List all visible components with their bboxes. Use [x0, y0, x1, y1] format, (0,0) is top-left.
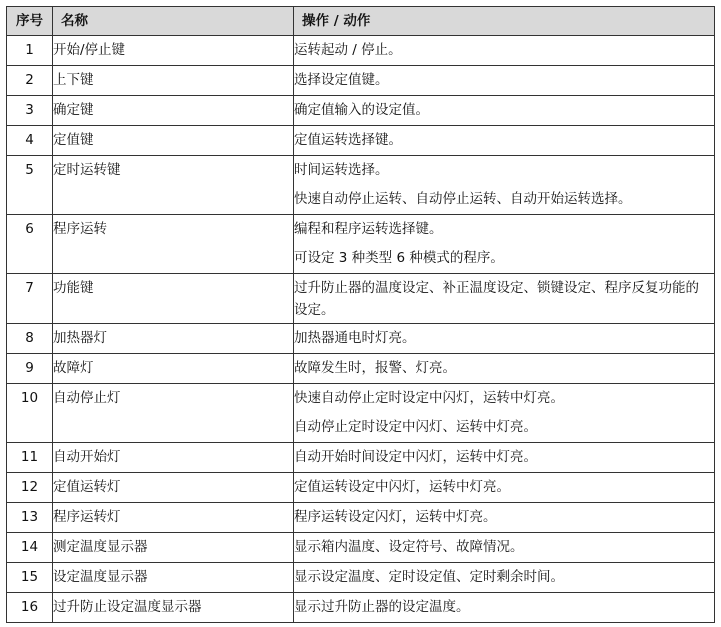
table-row [7, 533, 715, 563]
table-row [7, 593, 715, 623]
row-name: 故障灯 [53, 360, 94, 376]
row-op-line: 时间运转选择。 [294, 162, 389, 178]
row-op-line: 自动停止定时设定中闪灯、运转中灯亮。 [294, 419, 537, 435]
row-op-line: 编程和程序运转选择键。 [294, 221, 443, 237]
row-op-line: 快速自动停止定时设定中闪灯，运转中灯亮。 [294, 390, 564, 406]
row-no: 9 [25, 360, 34, 376]
row-op-line: 显示箱内温度、设定符号、故障情况。 [294, 539, 524, 555]
row-name: 设定温度显示器 [53, 569, 148, 585]
table-row [7, 354, 715, 384]
row-no: 13 [20, 509, 39, 525]
table-row [7, 324, 715, 354]
row-op-line: 选择设定值键。 [294, 72, 389, 88]
table-row [7, 126, 715, 156]
row-name: 过升防止设定温度显示器 [53, 599, 202, 615]
row-no: 8 [25, 330, 34, 346]
header-no: 序号 [7, 7, 53, 36]
row-no: 11 [20, 449, 39, 465]
row-no: 10 [20, 390, 39, 406]
row-no: 7 [25, 280, 34, 296]
table-row [7, 36, 715, 66]
row-op-line: 定值运转选择键。 [294, 132, 402, 148]
header-op: 操作 / 动作 [294, 7, 715, 36]
row-no: 16 [20, 599, 39, 615]
row-name: 程序运转 [53, 221, 107, 237]
row-no: 6 [25, 221, 34, 237]
table-row [7, 156, 715, 215]
table-row [7, 96, 715, 126]
row-op-line: 自动开始时间设定中闪灯，运转中灯亮。 [294, 449, 537, 465]
row-name: 确定键 [53, 102, 94, 118]
row-op-line: 可设定 3 种类型 6 种模式的程序。 [294, 250, 504, 266]
row-op-line: 显示设定温度、定时设定值、定时剩余时间。 [294, 569, 564, 585]
row-name: 自动开始灯 [53, 449, 121, 465]
row-no: 1 [25, 42, 34, 58]
row-no: 12 [20, 479, 39, 495]
row-no: 5 [25, 162, 34, 178]
row-no: 2 [25, 72, 34, 88]
row-name: 自动停止灯 [53, 390, 121, 406]
row-name: 测定温度显示器 [53, 539, 148, 555]
row-op-line: 过升防止器的温度设定、补正温度设定、锁键设定、程序反复功能的设定。 [294, 280, 699, 318]
row-name: 定值运转灯 [53, 479, 121, 495]
row-op-line: 加热器通电时灯亮。 [294, 330, 416, 346]
table-row [7, 503, 715, 533]
table-row [7, 274, 715, 324]
row-no: 15 [20, 569, 39, 585]
table-row [7, 215, 715, 274]
row-no: 3 [25, 102, 34, 118]
row-name: 功能键 [53, 280, 94, 296]
header-row [7, 7, 715, 36]
row-op-line: 定值运转设定中闪灯，运转中灯亮。 [294, 479, 510, 495]
row-op-line: 显示过升防止器的设定温度。 [294, 599, 470, 615]
table-row [7, 384, 715, 443]
row-name: 程序运转灯 [53, 509, 121, 525]
row-name: 开始/停止键 [53, 42, 126, 58]
row-op-line: 确定值输入的设定值。 [294, 102, 429, 118]
row-name: 上下键 [53, 72, 94, 88]
row-no: 4 [25, 132, 34, 148]
row-name: 定值键 [53, 132, 94, 148]
table-row [7, 66, 715, 96]
header-name: 名称 [53, 7, 294, 36]
row-no: 14 [20, 539, 39, 555]
table-row [7, 443, 715, 473]
row-op-line: 快速自动停止运转、自动停止运转、自动开始运转选择。 [294, 191, 632, 207]
row-op-line: 程序运转设定闪灯，运转中灯亮。 [294, 509, 497, 525]
table-row [7, 473, 715, 503]
row-name: 定时运转键 [53, 162, 121, 178]
table-row [7, 563, 715, 593]
row-op-line: 故障发生时，报警、灯亮。 [294, 360, 456, 376]
spec-table [6, 6, 715, 623]
row-name: 加热器灯 [53, 330, 107, 346]
row-op-line: 运转起动 / 停止。 [294, 42, 402, 58]
